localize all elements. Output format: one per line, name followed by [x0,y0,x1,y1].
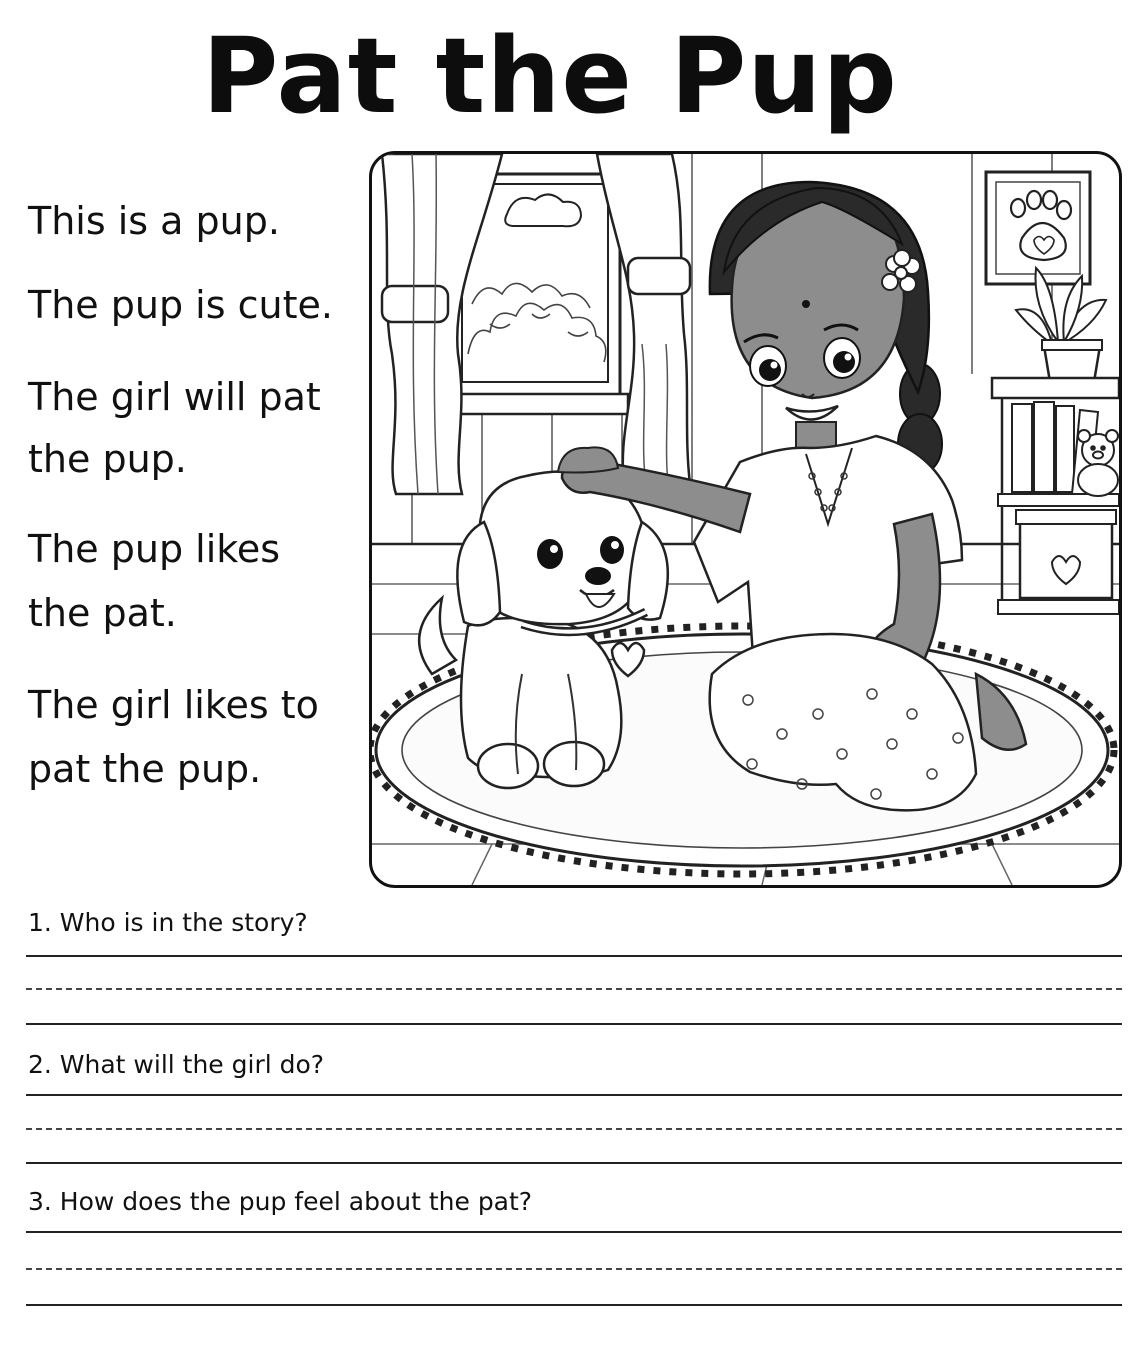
answer-line-dashed [26,1128,1122,1130]
question-2: 2. What will the girl do? [28,1050,325,1079]
story-line: The pup likes [28,527,281,571]
question-1: 1. Who is in the story? [28,908,308,937]
story-line: pat the pup. [28,747,262,791]
answer-line-solid [26,1094,1122,1096]
question-3: 3. How does the pup feel about the pat? [28,1187,533,1216]
paw-print-frame [986,172,1090,284]
answer-line-dashed [26,988,1122,990]
story-line: This is a pup. [28,199,280,243]
worksheet-title: Pat the Pup [202,15,898,137]
story-line: the pup. [28,437,187,481]
story-line: The girl will pat [28,375,321,419]
answer-line-solid [26,1231,1122,1233]
answer-line-solid [26,955,1122,957]
answer-line-solid [26,1023,1122,1025]
girl-patting-pup-drawing [372,154,1119,885]
story-line: The girl likes to [28,683,319,727]
answer-line-solid [26,1162,1122,1164]
answer-line-solid [26,1304,1122,1306]
bookshelf [992,378,1119,614]
story-line: The pup is cute. [28,283,333,327]
story-line: the pat. [28,591,177,635]
story-illustration [369,151,1122,888]
answer-line-dashed [26,1268,1122,1270]
